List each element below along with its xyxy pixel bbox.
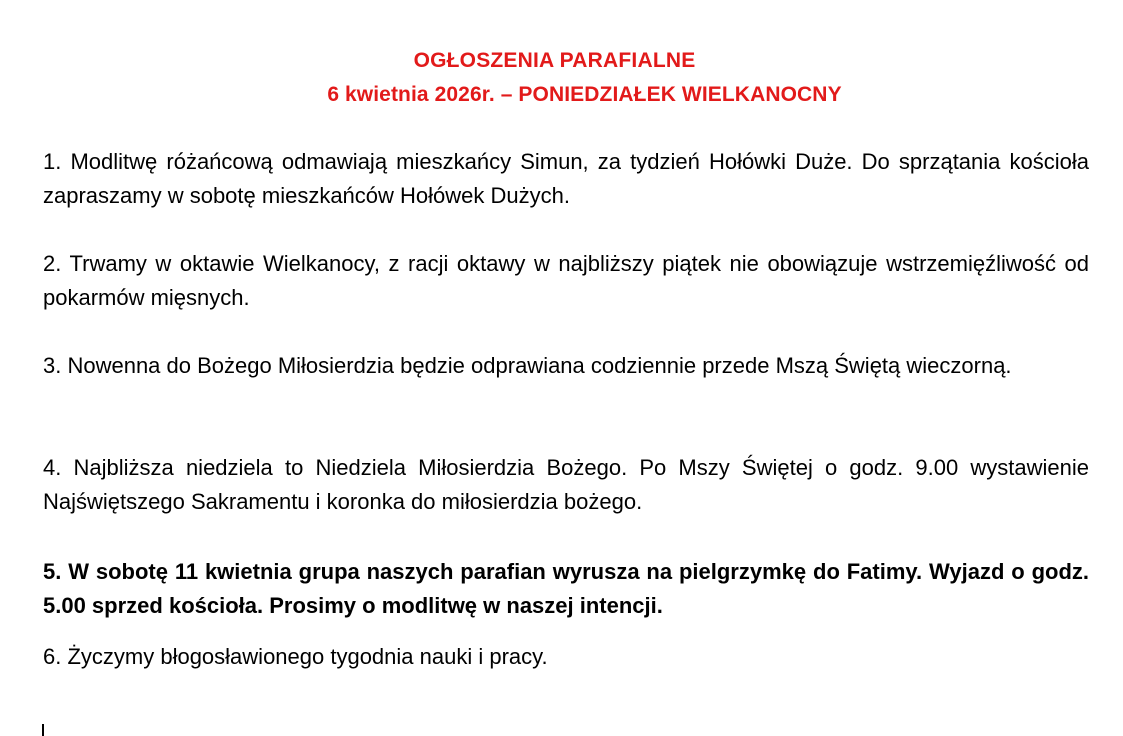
announcement-item-1: 1. Modlitwę różańcową odmawiają mieszkańcy Simun, za tydzień Hołówki Duże. Do sprzątania kościoła zapraszamy w sobotę mieszkańców Hołówek Dużych. [43,149,1089,208]
announcement-item-3: 3. Nowenna do Bożego Miłosierdzia będzie odprawiana codziennie przede Mszą Świętą wieczorną. [43,353,1012,378]
announcement-item-2: 2. Trwamy w oktawie Wielkanocy, z racji oktawy w najbliższy piątek nie obowiązuje wstrzemięźliwość od pokarmów mięsnych. [43,251,1089,310]
announcement-item-5: 5. W sobotę 11 kwietnia grupa naszych parafian wyrusza na pielgrzymkę do Fatimy. Wyjazd o godz. 5.00 sprzed kościoła. Prosimy o modlitwę w naszej intencji. [43,559,1089,618]
announcement-item-6: 6. Życzymy błogosławionego tygodnia nauki i pracy. [43,644,548,669]
date-subtitle: 6 kwietnia 2026r. – PONIEDZIAŁEK WIELKANOCNY [327,83,842,106]
announcements-header [0,44,1123,112]
text-cursor [42,724,44,736]
page-title: OGŁOSZENIA PARAFIALNE [413,49,696,72]
announcement-item-4: 4. Najbliższa niedziela to Niedziela Miłosierdzia Bożego. Po Mszy Świętej o godz. 9.00 wystawienie Najświętszego Sakramentu i koronka do miłosierdzia bożego. [43,455,1089,514]
